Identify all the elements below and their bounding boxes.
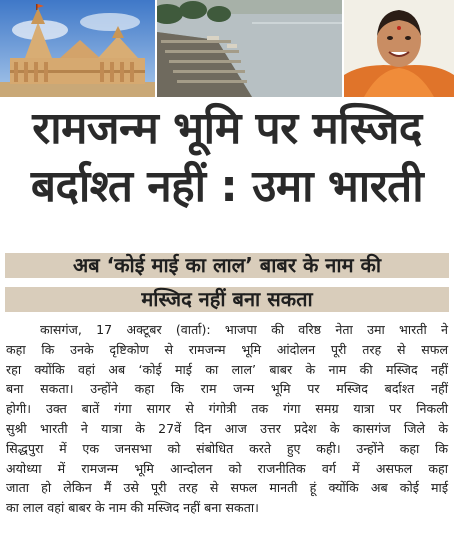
body-line: कहा कि उनके दृष्टिकोण से रामजन्म भूमि आंदोलन पूरी तरह से सफल — [6, 341, 448, 357]
body-line: बना सकता। उन्होंने कहा कि राम जन्म भूमि पर मस्जिद बर्दाश्त नहीं — [6, 381, 448, 397]
article-body — [6, 320, 448, 518]
body-line: अयोध्या में रामजन्म भूमि आन्दोलन को राजनीतिक वर्ग में असफल कहा — [6, 460, 448, 476]
temple-photo — [0, 0, 155, 97]
body-line: कासगंज, 17 अक्टूबर (वार्ता): भाजपा की वरिष्ठ नेता उमा भारती ने — [40, 322, 448, 337]
body-line: जाता हो लेकिन मैं उसे पूरी तरह से सफल मानती हूं क्योंकि अब कोई माई — [6, 480, 448, 496]
body-line: सिद्धपुरा में एक जनसभा को संबोधित करते हुए कही। उन्होंने कहा कि — [6, 440, 448, 456]
body-line: होगी। उक्त बातें गंगा सागर से गंगोत्री तक गंगा समग्र यात्रा पर निकली — [6, 401, 448, 417]
body-line: सुश्री भारती ने यात्रा के 27वें दिन आज उत्तर प्रदेश के कासगंज जिले के — [6, 420, 448, 436]
headline-line-2: बर्दाश्त नहीं : उमा भारती — [30, 161, 424, 212]
subheadline-line-2: मस्जिद नहीं बना सकता — [141, 287, 313, 311]
photo-strip — [0, 0, 454, 99]
river-image — [157, 0, 342, 97]
uma-bharti-portrait — [344, 0, 454, 97]
body-line: रहा क्योंकि वहां अब ‘कोई माई का लाल’ बाबर के नाम की मस्जिद नहीं — [6, 361, 448, 377]
river-ghats-photo — [157, 0, 342, 97]
temple-image — [0, 0, 155, 97]
body-line: का लाल वहां बाबर के नाम की मस्जिद नहीं बना सकता। — [6, 500, 259, 516]
portrait-image — [344, 0, 454, 97]
headline-line-1: रामजन्म भूमि पर मस्जिद — [32, 103, 422, 154]
subheadline-line-1: अब ‘कोई माई का लाल’ बाबर के नाम की — [72, 253, 382, 277]
